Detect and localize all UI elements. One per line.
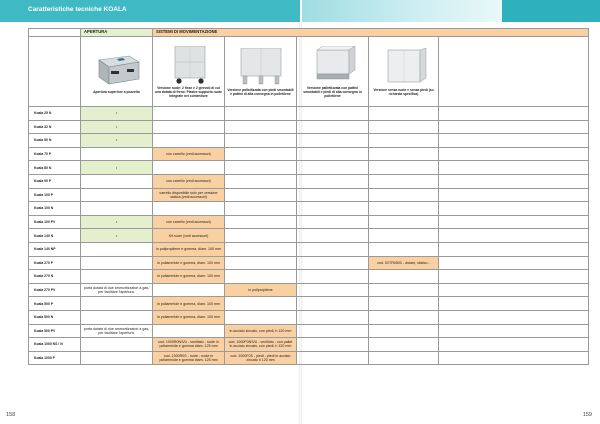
extra-cell (439, 324, 589, 338)
table-row (29, 202, 589, 216)
table-row (29, 134, 589, 148)
senza-ruote-cell (369, 134, 439, 148)
ruote-cell (153, 283, 225, 297)
ruote-cell (153, 161, 225, 175)
ruote-cell: carrello disponibile solo per versione statica (vedi accessori) (153, 188, 225, 202)
table-row (29, 161, 589, 175)
apertura-cell: • (81, 229, 153, 243)
extra-cell (439, 270, 589, 284)
extra-cell (439, 297, 589, 311)
product-cell-apertura (81, 37, 153, 107)
senza-ruote-cell (369, 283, 439, 297)
apertura-cell (81, 351, 153, 365)
table-row (29, 270, 589, 284)
product-cell-ruote (153, 37, 225, 107)
column-header-apertura: APERTURA (81, 29, 153, 37)
table-row (29, 147, 589, 161)
model-cell: Koala 270 PV (29, 283, 81, 297)
product-cell-pallet-pattini (297, 37, 369, 107)
model-cell: Koala 270 N (29, 270, 81, 284)
senza-ruote-cell (369, 107, 439, 121)
table-row (29, 242, 589, 256)
pallet-piedi-cell (225, 297, 297, 311)
senza-ruote-cell (369, 188, 439, 202)
pallet-pattini-cell (297, 338, 369, 352)
model-cell: Koala 90 P (29, 174, 81, 188)
pallet-pattini-cell (297, 256, 369, 270)
apertura-cell (81, 297, 153, 311)
pallet-pattini-cell (297, 283, 369, 297)
model-cell: Koala 100 N (29, 202, 81, 216)
extra-cell (439, 242, 589, 256)
table-row (29, 256, 589, 270)
model-cell: Koala 270 P (29, 256, 81, 270)
page-title: Caratteristiche tecniche KOALA (28, 6, 127, 13)
caption-ruote: Versione ruote: 2 fisse e 2 girevoli di cui una dotata di freno. Piastre supporto ruote integrate nel contenitore (155, 86, 222, 98)
table-row (29, 174, 589, 188)
ruote-cell: con carrello (vedi accessori) (153, 215, 225, 229)
model-cell: Koala 500 P (29, 297, 81, 311)
ruote-cell (153, 107, 225, 121)
apertura-cell: porta dotata di due ammortizzatori a gas, per facilitare l'apertura. (81, 324, 153, 338)
pallet-piedi-cell (225, 215, 297, 229)
pallet-pattini-cell (297, 310, 369, 324)
ruote-cell (153, 324, 225, 338)
header-band-gradient (302, 0, 502, 22)
pallet-pattini-cell (297, 120, 369, 134)
apertura-cell (81, 147, 153, 161)
pallet-pattini-cell (297, 161, 369, 175)
pallet-piedi-cell: in acciaio zincato, con piedi, h 120 mm (225, 324, 297, 338)
senza-ruote-cell (369, 324, 439, 338)
model-cell: Koala 500 PV (29, 324, 81, 338)
extra-cell (439, 310, 589, 324)
apertura-cell (81, 338, 153, 352)
caption-apertura: Apertura superiore a pozzetto (93, 90, 140, 95)
spec-table (28, 28, 589, 365)
pallet-pattini-cell (297, 174, 369, 188)
pallet-piedi-cell (225, 161, 297, 175)
model-cell: Koala 140 NP (29, 242, 81, 256)
image-row-extra-cell (439, 37, 589, 107)
header-band (0, 0, 600, 22)
wheeled-container-image (161, 46, 217, 84)
extra-cell (439, 283, 589, 297)
pallet-container-feet-image (233, 48, 289, 86)
extra-cell (439, 351, 589, 365)
ruote-cell (153, 134, 225, 148)
extra-cell (439, 161, 589, 175)
image-row-empty-cell (29, 37, 81, 107)
apertura-cell (81, 188, 153, 202)
caption-pallet-pattini: Versione pallettizzata con pattini smontabili e piedi di alta consegna in polietilene (303, 86, 362, 98)
extra-cell (439, 338, 589, 352)
ruote-cell: in poliammide e gomma, diam. 100 mm (153, 310, 225, 324)
pallet-piedi-cell (225, 229, 297, 243)
table-header-row (29, 29, 589, 37)
page-number-left: 158 (6, 412, 16, 418)
table-row (29, 338, 589, 352)
model-cell: Koala 70 P (29, 147, 81, 161)
pallet-pattini-cell (297, 242, 369, 256)
ruote-cell: in polipropilene e gomma, diam. 100 mm (153, 242, 225, 256)
extra-cell (439, 174, 589, 188)
model-cell: Koala 50 N (29, 134, 81, 148)
pallet-pattini-cell (297, 202, 369, 216)
senza-ruote-cell (369, 338, 439, 352)
pallet-pattini-cell (297, 297, 369, 311)
senza-ruote-cell (369, 215, 439, 229)
pallet-piedi-cell (225, 107, 297, 121)
senza-ruote-cell (369, 202, 439, 216)
extra-cell (439, 202, 589, 216)
ruote-cell: con carrello (vedi accessori) (153, 147, 225, 161)
product-cell-senza-ruote (369, 37, 439, 107)
senza-ruote-cell (369, 242, 439, 256)
pallet-piedi-cell (225, 134, 297, 148)
pallet-piedi-cell (225, 256, 297, 270)
apertura-cell: • (81, 134, 153, 148)
extra-cell (439, 147, 589, 161)
static-container-image (376, 48, 432, 86)
senza-ruote-cell (369, 229, 439, 243)
table-row (29, 351, 589, 365)
pallet-pattini-cell (297, 270, 369, 284)
pallet-piedi-cell (225, 242, 297, 256)
pallet-pattini-cell (297, 147, 369, 161)
ruote-cell: in poliammide e gomma, diam. 100 mm (153, 270, 225, 284)
pallet-container-skids-image (305, 46, 361, 84)
model-cell: Koala 500 N (29, 310, 81, 324)
pallet-pattini-cell (297, 107, 369, 121)
senza-ruote-cell (369, 174, 439, 188)
senza-ruote-cell (369, 297, 439, 311)
pallet-pattini-cell (297, 324, 369, 338)
product-cell-pallet-piedi (225, 37, 297, 107)
model-cell: Koala 140 N (29, 229, 81, 243)
pallet-piedi-cell: cod. 1000F0S - piedi - piedi in acciaio zincato h 120 mm (225, 351, 297, 365)
caption-pallet-piedi: Versione pallettizzata con piedi smontabili e pattini di alta consegna in polietilene (227, 88, 294, 96)
chest-cooler-image (89, 50, 145, 88)
extra-cell (439, 215, 589, 229)
senza-ruote-cell (369, 351, 439, 365)
ruote-cell: in poliammide e gomma, diam. 100 mm (153, 256, 225, 270)
apertura-cell (81, 242, 153, 256)
apertura-cell (81, 270, 153, 284)
senza-ruote-cell (369, 120, 439, 134)
apertura-cell: • (81, 107, 153, 121)
table-row (29, 310, 589, 324)
pallet-piedi-cell (225, 202, 297, 216)
pallet-pattini-cell (297, 134, 369, 148)
ruote-cell: in poliammide e gomma, diam. 100 mm (153, 297, 225, 311)
ruote-cell: con carrello (vedi accessori) (153, 174, 225, 188)
apertura-cell: • (81, 120, 153, 134)
senza-ruote-cell (369, 161, 439, 175)
pallet-piedi-cell (225, 188, 297, 202)
table-row (29, 107, 589, 121)
column-header-sistemi: SISTEMI DI MOVIMENTAZIONE (153, 29, 589, 37)
ruote-cell: cod. 1000R0S - ruote - ruote in poliammide e gomma diam. 125 mm (153, 351, 225, 365)
extra-cell (439, 107, 589, 121)
table-row (29, 297, 589, 311)
table-row (29, 188, 589, 202)
pallet-pattini-cell (297, 215, 369, 229)
image-row (29, 37, 589, 107)
senza-ruote-cell (369, 310, 439, 324)
apertura-cell (81, 310, 153, 324)
ruote-cell (153, 202, 225, 216)
pallet-pattini-cell (297, 351, 369, 365)
table-row (29, 215, 589, 229)
senza-ruote-cell: cod. 02TR0500 - dotare, statico - (369, 256, 439, 270)
pallet-piedi-cell: in polipropilene (225, 283, 297, 297)
pallet-piedi-cell (225, 147, 297, 161)
table-row (29, 283, 589, 297)
page-number-right: 159 (582, 412, 592, 418)
pallet-piedi-cell: cod. 1000F0NS/U - ventilato - con pallet in acciaio zincato, con piedi, h 120 mm (225, 338, 297, 352)
senza-ruote-cell (369, 147, 439, 161)
pallet-piedi-cell (225, 174, 297, 188)
extra-cell (439, 188, 589, 202)
apertura-cell (81, 202, 153, 216)
table-row (29, 229, 589, 243)
ruote-cell: cod. 1000R0NS/U - ventilato - ruote in poliammide e gomma diam. 125 mm (153, 338, 225, 352)
apertura-cell: • (81, 161, 153, 175)
extra-cell (439, 256, 589, 270)
pallet-piedi-cell (225, 270, 297, 284)
model-cell: Koala 100 PV (29, 215, 81, 229)
senza-ruote-cell (369, 270, 439, 284)
table-row (29, 120, 589, 134)
extra-cell (439, 134, 589, 148)
header-empty-cell (29, 29, 81, 37)
model-cell: Koala 80 N (29, 161, 81, 175)
extra-cell (439, 229, 589, 243)
pallet-pattini-cell (297, 188, 369, 202)
model-cell: Koala 100 P (29, 188, 81, 202)
model-cell: Koala 1000 P (29, 351, 81, 365)
pallet-piedi-cell (225, 120, 297, 134)
ruote-cell (153, 120, 225, 134)
model-cell: Koala 32 N (29, 120, 81, 134)
ruote-cell: Kit ruote (vedi accessori) (153, 229, 225, 243)
pallet-pattini-cell (297, 229, 369, 243)
caption-senza-ruote: Versione senza ruote e senza piedi (su richiesta specifica) (373, 88, 434, 96)
extra-cell (439, 120, 589, 134)
pallet-piedi-cell (225, 310, 297, 324)
table-row (29, 324, 589, 338)
apertura-cell (81, 174, 153, 188)
model-cell: Koala 1000 NS / N (29, 338, 81, 352)
apertura-cell (81, 256, 153, 270)
model-cell: Koala 25 N (29, 107, 81, 121)
apertura-cell: porta dotata di due ammortizzatori a gas, per facilitare l'apertura. (81, 283, 153, 297)
apertura-cell: • (81, 215, 153, 229)
